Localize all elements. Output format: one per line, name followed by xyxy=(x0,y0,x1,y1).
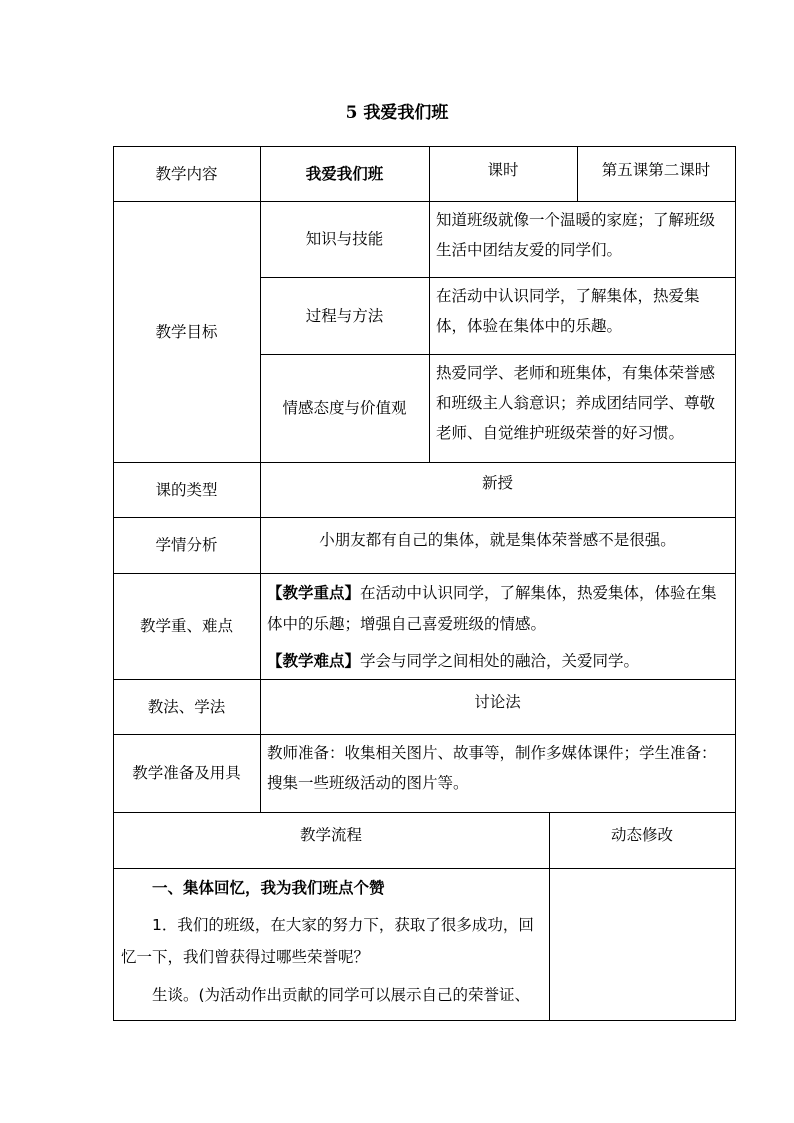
page-title: 5 我爱我们班 xyxy=(345,103,449,123)
key-point-text: 在活动中认识同学，了解集体，热爱集体，体验在集体中的乐趣；增强自己喜爱班级的情感。 xyxy=(267,584,717,633)
revision-header: 动态修改 xyxy=(610,826,673,844)
section-title: 一、集体回忆，我为我们班点个赞 xyxy=(152,878,385,897)
content-value: 我爱我们班 xyxy=(305,163,384,183)
methods-value: 讨论法 xyxy=(474,693,521,711)
emotion-label: 情感态度与价值观 xyxy=(282,399,407,417)
period-value: 第五课第二课时 xyxy=(601,161,711,179)
process-label: 过程与方法 xyxy=(305,306,384,325)
lesson-type-label: 课的类型 xyxy=(155,480,218,499)
lesson-type-value: 新授 xyxy=(481,474,513,492)
preparation-value: 教师准备：收集相关图片、故事等，制作多媒体课件；学生准备：搜集一些班级活动的图片等。 xyxy=(267,744,717,792)
difficult-point-tag: 【教学难点】 xyxy=(267,651,361,670)
preparation-label: 教学准备及用具 xyxy=(132,764,241,782)
content-label: 教学内容 xyxy=(155,164,218,183)
analysis-value: 小朋友都有自己的集体，就是集体荣誉感不是很强。 xyxy=(319,531,676,549)
key-points-label: 教学重、难点 xyxy=(139,617,233,635)
revision-cell xyxy=(549,868,735,1020)
analysis-label: 学情分析 xyxy=(155,536,218,554)
methods-label: 教法、学法 xyxy=(147,697,226,716)
key-points-content xyxy=(260,573,735,679)
emotion-text: 热爱同学、老师和班集体，有集体荣誉感和班级主人翁意识；养成团结同学、尊敬老师、自觉维护班级荣誉的好习惯。 xyxy=(436,364,716,442)
key-point-tag: 【教学重点】 xyxy=(267,583,361,602)
objectives-label: 教学目标 xyxy=(155,322,218,341)
flow-paragraph: 1．我们的班级，在大家的努力下，获取了很多成功，回忆一下，我们曾获得过哪些荣誉呢？ xyxy=(121,916,534,966)
knowledge-label: 知识与技能 xyxy=(305,230,384,248)
knowledge-text: 知道班级就像一个温暖的家庭；了解班级生活中团结友爱的同学们。 xyxy=(436,211,716,259)
flow-header: 教学流程 xyxy=(299,826,362,844)
flow-content xyxy=(113,868,549,1020)
period-label: 课时 xyxy=(487,161,519,179)
flow-paragraph: 生谈。(为活动作出贡献的同学可以展示自己的荣誉证、 xyxy=(152,986,531,1004)
difficult-point-text: 学会与同学之间相处的融洽，关爱同学。 xyxy=(360,652,640,670)
process-text: 在活动中认识同学，了解集体，热爱集体，体验在集体中的乐趣。 xyxy=(436,287,700,335)
